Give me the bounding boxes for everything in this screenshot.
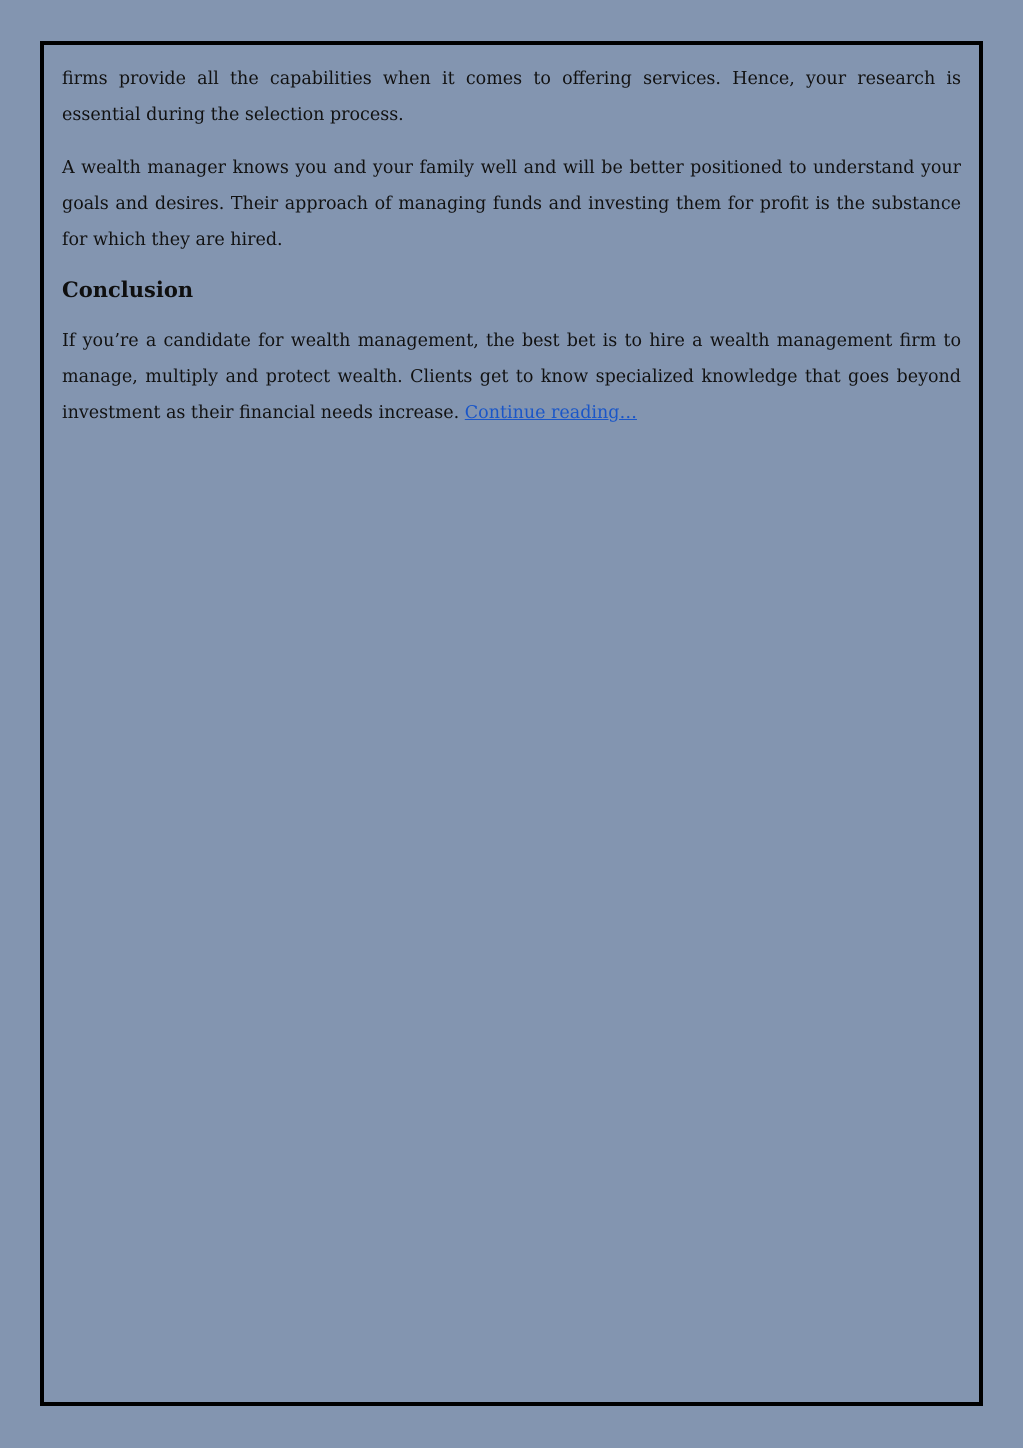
page-frame [40, 41, 983, 1406]
conclusion-text: If you’re a candidate for wealth management, the best bet is to hire a wealth management firm to manage, multiply and protect wealth. Clients get to know specialized knowledge that goes beyond investment as their financial needs increase. [62, 331, 961, 423]
continue-reading-link[interactable]: Continue reading… [464, 403, 637, 423]
paragraph-1: firms provide all the capabilities when it comes to offering services. Hence, your research is essential during the selection process. [62, 69, 961, 125]
paragraph-2: A wealth manager knows you and your family well and will be better positioned to understand your goals and desires. Their approach of managing funds and investing them for profit is the substance for which they are hired. [62, 158, 961, 250]
document-body [62, 61, 961, 448]
conclusion-heading: Conclusion [62, 277, 194, 302]
conclusion-paragraph [62, 323, 961, 431]
